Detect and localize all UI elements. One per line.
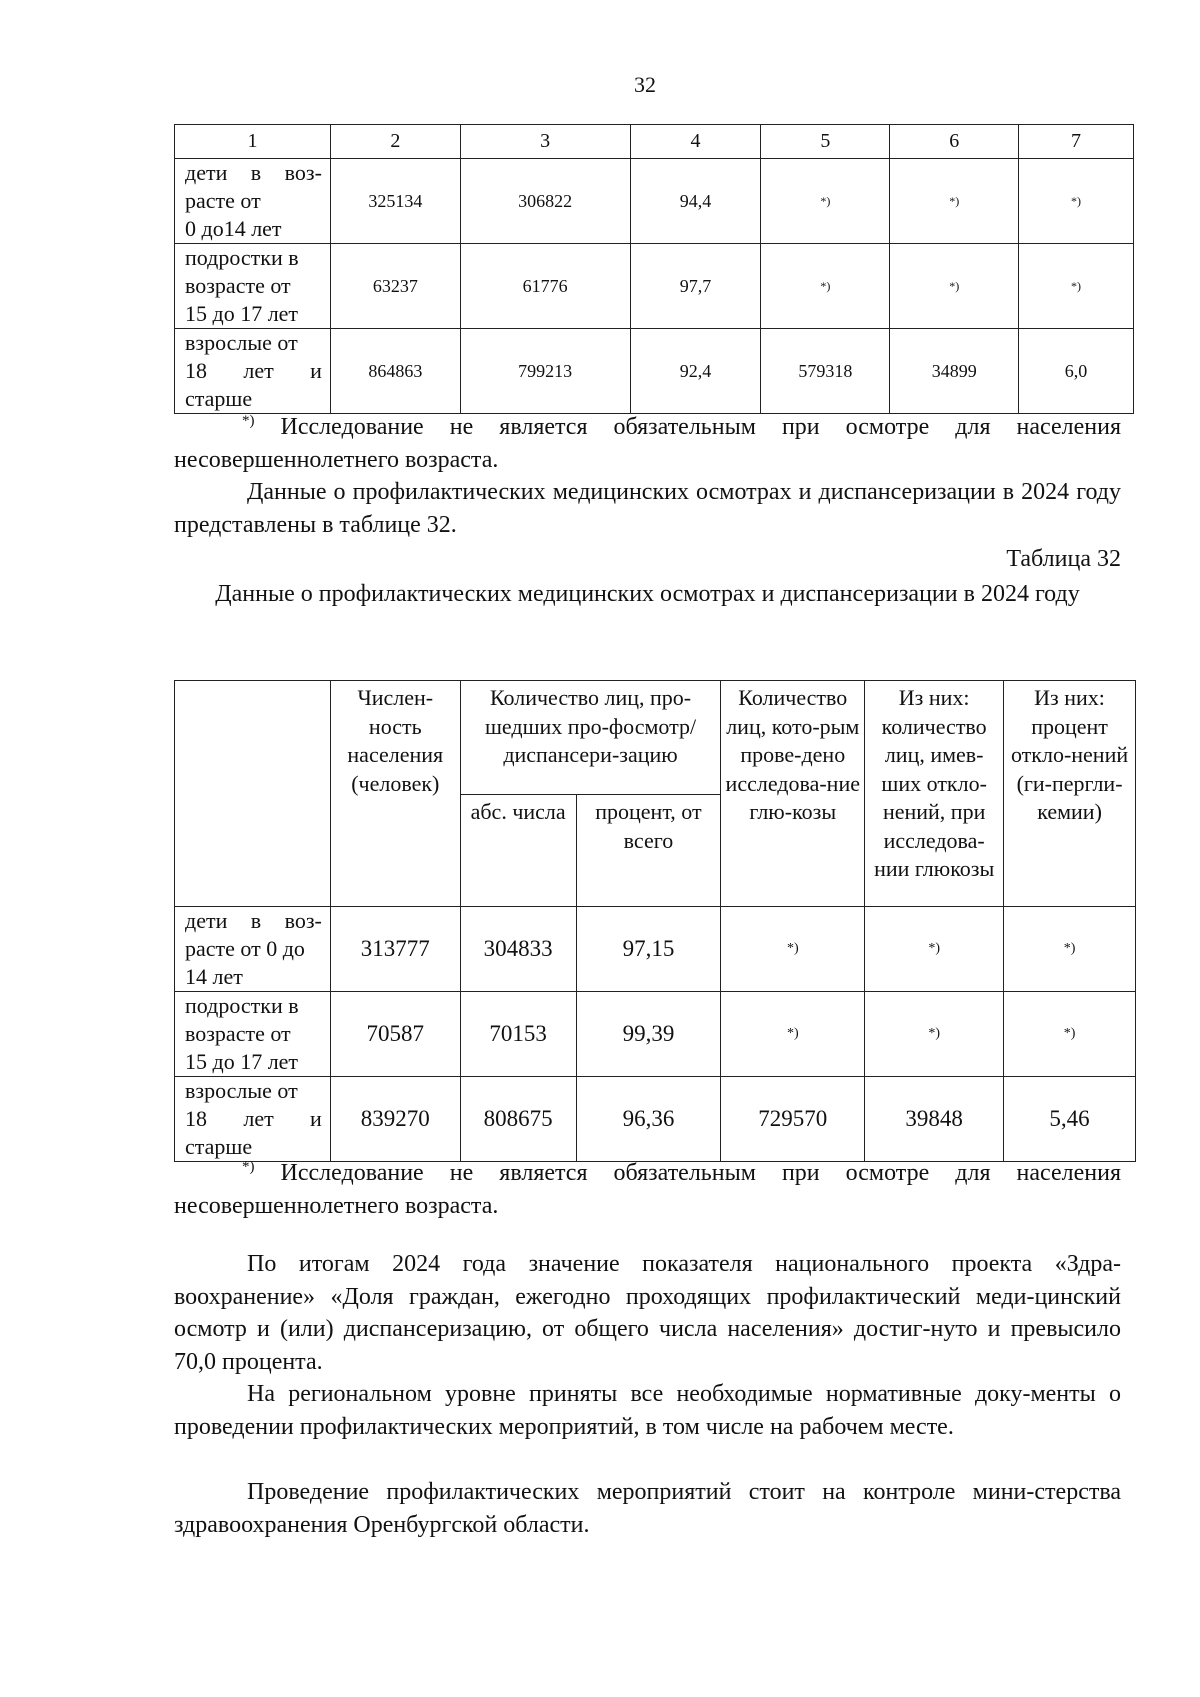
header-deviation-percent: Из них: процент откло-нений (ги-пергли-кемии) <box>1004 681 1136 907</box>
header-abs: абс. числа <box>460 795 576 907</box>
header-glucose: Количество лиц, кото-рым прове-дено исследова-ние глю-козы <box>721 681 865 907</box>
table-32-title: Данные о профилактических медицинских осмотрах и диспансеризации в 2024 году <box>215 581 1080 607</box>
cell-deviation-percent: *) <box>1004 907 1136 992</box>
row-label: дети в воз- расте от 0 до14 лет <box>175 159 331 244</box>
body-paragraph: Проведение профилактических мероприятий стоит на контроле мини-стерства здравоохранения Оренбургской области. <box>174 1479 1121 1538</box>
cell-deviations: *) <box>865 992 1004 1077</box>
row-label: подростки в возрасте от 15 до 17 лет <box>175 244 331 329</box>
cell-population: 313777 <box>330 907 460 992</box>
cell-count: 306822 <box>460 159 630 244</box>
cell-glucose: *) <box>721 907 865 992</box>
header-percent: процент, от всего <box>576 795 721 907</box>
footnote-text: Исследование не является обязательным при осмотре для населения несовершеннолетнего возраста. <box>174 414 1121 473</box>
cell-deviation-percent: 6,0 <box>1019 329 1134 414</box>
table-32-footnote <box>174 1157 1121 1222</box>
table-row <box>175 329 1134 414</box>
cell-deviations: 34899 <box>890 329 1019 414</box>
column-number: 1 <box>175 125 331 159</box>
cell-deviations: *) <box>890 244 1019 329</box>
cell-population: 864863 <box>330 329 460 414</box>
cell-deviations: *) <box>865 907 1004 992</box>
cell-count: 61776 <box>460 244 630 329</box>
table-32-label: Таблица 32 <box>1006 546 1121 572</box>
column-number: 6 <box>890 125 1019 159</box>
cell-percent: 99,39 <box>576 992 721 1077</box>
body-paragraph: По итогам 2024 года значение показателя национального проекта «Здра-воохранение» «Доля граждан, ежегодно проходящих профилактический меди-цинский осмотр и (или) диспансеризацию, от общего числа населения» достиг-нуто и превысило 70,0 процента. <box>174 1251 1121 1375</box>
cell-deviation-percent: 5,46 <box>1004 1077 1136 1162</box>
table-row <box>175 992 1136 1077</box>
cell-glucose: *) <box>761 159 890 244</box>
cell-deviation-percent: *) <box>1019 159 1134 244</box>
column-numbers-row <box>175 125 1134 159</box>
column-number: 5 <box>761 125 890 159</box>
cell-population: 70587 <box>330 992 460 1077</box>
header-count-group: Количество лиц, про-шедших про-фосмотр/диспансери-зацию <box>460 681 721 795</box>
intro-paragraph: Данные о профилактических медицинских осмотрах и диспансеризации в 2024 году представлены в таблице 32. <box>174 479 1121 538</box>
cell-abs: 304833 <box>460 907 576 992</box>
table-31-footnote <box>174 411 1121 476</box>
cell-count: 799213 <box>460 329 630 414</box>
header-population: Числен-ность населения (человек) <box>330 681 460 907</box>
table-row <box>175 244 1134 329</box>
cell-abs: 70153 <box>460 992 576 1077</box>
header-deviations: Из них: количество лиц, имев-ших откло-нений, при исследова-нии глюкозы <box>865 681 1004 907</box>
table-row <box>175 159 1134 244</box>
column-number: 7 <box>1019 125 1134 159</box>
cell-abs: 808675 <box>460 1077 576 1162</box>
cell-deviations: *) <box>890 159 1019 244</box>
column-number: 2 <box>330 125 460 159</box>
table-row <box>175 907 1136 992</box>
row-label: подростки в возрасте от 15 до 17 лет <box>175 992 331 1077</box>
cell-deviations: 39848 <box>865 1077 1004 1162</box>
cell-population: 325134 <box>330 159 460 244</box>
table-row <box>175 1077 1136 1162</box>
header-empty <box>175 681 331 907</box>
cell-percent: 92,4 <box>630 329 761 414</box>
row-label: взрослые от 18 лет и старше <box>175 329 331 414</box>
cell-percent: 97,7 <box>630 244 761 329</box>
row-label: взрослые от 18 лет и старше <box>175 1077 331 1162</box>
cell-population: 839270 <box>330 1077 460 1162</box>
cell-percent: 96,36 <box>576 1077 721 1162</box>
cell-deviation-percent: *) <box>1004 992 1136 1077</box>
cell-glucose: *) <box>721 992 865 1077</box>
row-label: дети в воз- расте от 0 до 14 лет <box>175 907 331 992</box>
header-row <box>175 681 1136 795</box>
table-31-continuation <box>174 124 1134 414</box>
body-paragraph: На региональном уровне приняты все необходимые нормативные доку-менты о проведении профилактических мероприятий, в том числе на рабочем месте. <box>174 1381 1121 1440</box>
footnote-marker: *) <box>242 1159 255 1175</box>
table-32 <box>174 680 1136 1162</box>
cell-glucose: *) <box>761 244 890 329</box>
cell-percent: 97,15 <box>576 907 721 992</box>
footnote-text: Исследование не является обязательным при осмотре для населения несовершеннолетнего возраста. <box>174 1160 1121 1219</box>
cell-glucose: 579318 <box>761 329 890 414</box>
cell-population: 63237 <box>330 244 460 329</box>
column-number: 3 <box>460 125 630 159</box>
cell-deviation-percent: *) <box>1019 244 1134 329</box>
column-number: 4 <box>630 125 761 159</box>
cell-glucose: 729570 <box>721 1077 865 1162</box>
footnote-marker: *) <box>242 413 255 429</box>
cell-percent: 94,4 <box>630 159 761 244</box>
page-number: 32 <box>634 72 656 97</box>
